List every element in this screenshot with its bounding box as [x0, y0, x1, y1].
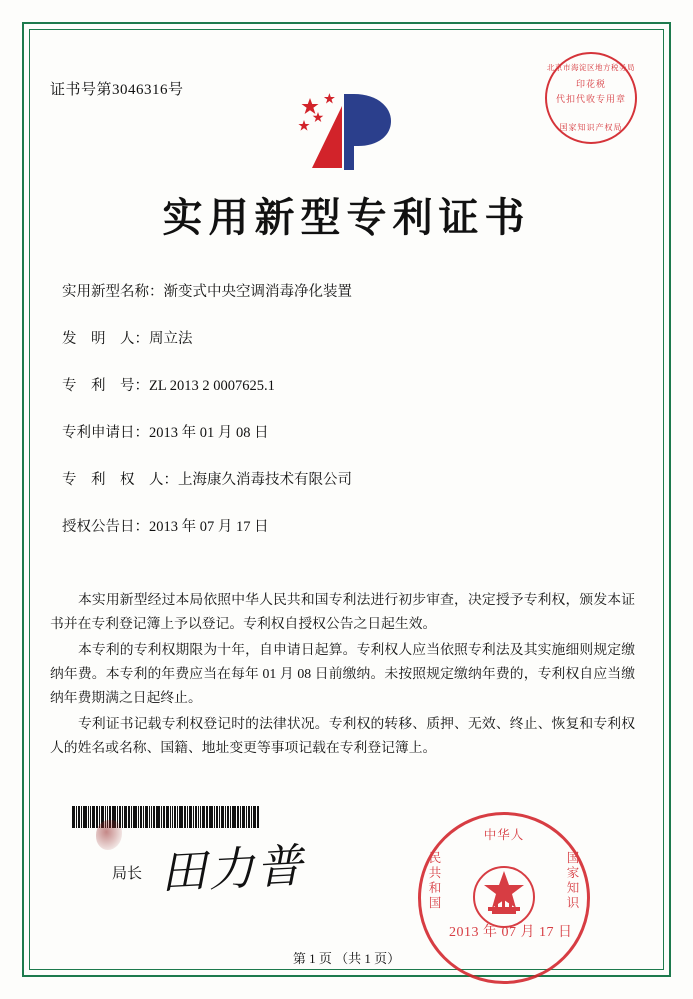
field-row-patent-no — [62, 374, 632, 395]
legal-body-text — [50, 588, 635, 762]
tax-stamp-line2: 代扣代收专用章 — [555, 94, 626, 104]
field-row-application-date — [62, 421, 632, 442]
field-value-patentee: 上海康久消毒技术有限公司 — [178, 472, 352, 488]
field-label-application-date: 专利申请日： — [62, 425, 149, 441]
field-label-inventor: 发 明 人： — [62, 331, 149, 347]
seal-text-right: 国家知识 — [566, 851, 580, 910]
field-row-patentee — [62, 468, 632, 489]
certificate-number: 证书号第3046316号 — [50, 82, 184, 98]
tax-stamp-arc-top: 北京市海淀区地方税务局 — [547, 63, 635, 72]
director-signature: 田力普 — [159, 840, 306, 899]
field-value-name: 渐变式中央空调消毒净化装置 — [163, 284, 352, 300]
field-list — [62, 280, 632, 562]
field-value-patent-no: ZL 2013 2 0007625.1 — [149, 378, 275, 394]
tax-stamp-line1: 印花税 — [575, 79, 606, 89]
page-title: 实用新型专利证书 — [162, 195, 531, 240]
tax-stamp — [545, 52, 637, 144]
field-label-grant-date: 授权公告日： — [62, 519, 149, 535]
field-label-patentee: 专 利 权 人： — [62, 472, 178, 488]
field-label-name: 实用新型名称： — [62, 284, 164, 300]
director-label: 局长 — [112, 866, 143, 882]
legal-paragraph-3: 专利证书记载专利权登记时的法律状况。专利权的转移、质押、无效、终止、恢复和专利权人的姓名或名称、国籍、地址变更等事项记载在专利登记簿上。 — [50, 716, 635, 755]
seal-text-top: 中华人 — [483, 828, 525, 842]
seal-text-left: 民共和国 — [428, 851, 442, 910]
field-row-inventor — [62, 327, 632, 348]
tax-stamp-line3: 国家知识产权局 — [559, 123, 623, 132]
legal-paragraph-2: 本专利的专利权期限为十年，自申请日起算。专利权人应当依照专利法及其实施细则规定缴纳年费。本专利的年费应当在每年 01 月 08 日前缴纳。未按照规定缴纳年费的，专利权自应当缴纳年费期满之日起终止。 — [50, 642, 635, 705]
page-footer: 第 1 页 （共 1 页） — [292, 951, 401, 966]
field-value-inventor: 周立法 — [149, 331, 193, 347]
field-value-application-date: 2013 年 01 月 08 日 — [149, 425, 269, 441]
patent-office-logo-icon — [292, 88, 402, 174]
field-label-patent-no: 专 利 号： — [62, 378, 149, 394]
field-row-grant-date — [62, 515, 632, 536]
legal-paragraph-1: 本实用新型经过本局依照中华人民共和国专利法进行初步审查，决定授予专利权，颁发本证书并在专利登记簿上予以登记。专利权自授权公告之日起生效。 — [50, 592, 635, 631]
seal-date: 2013 年 07 月 17 日 — [449, 925, 573, 940]
field-value-grant-date: 2013 年 07 月 17 日 — [149, 519, 269, 535]
field-row-name — [62, 280, 632, 301]
